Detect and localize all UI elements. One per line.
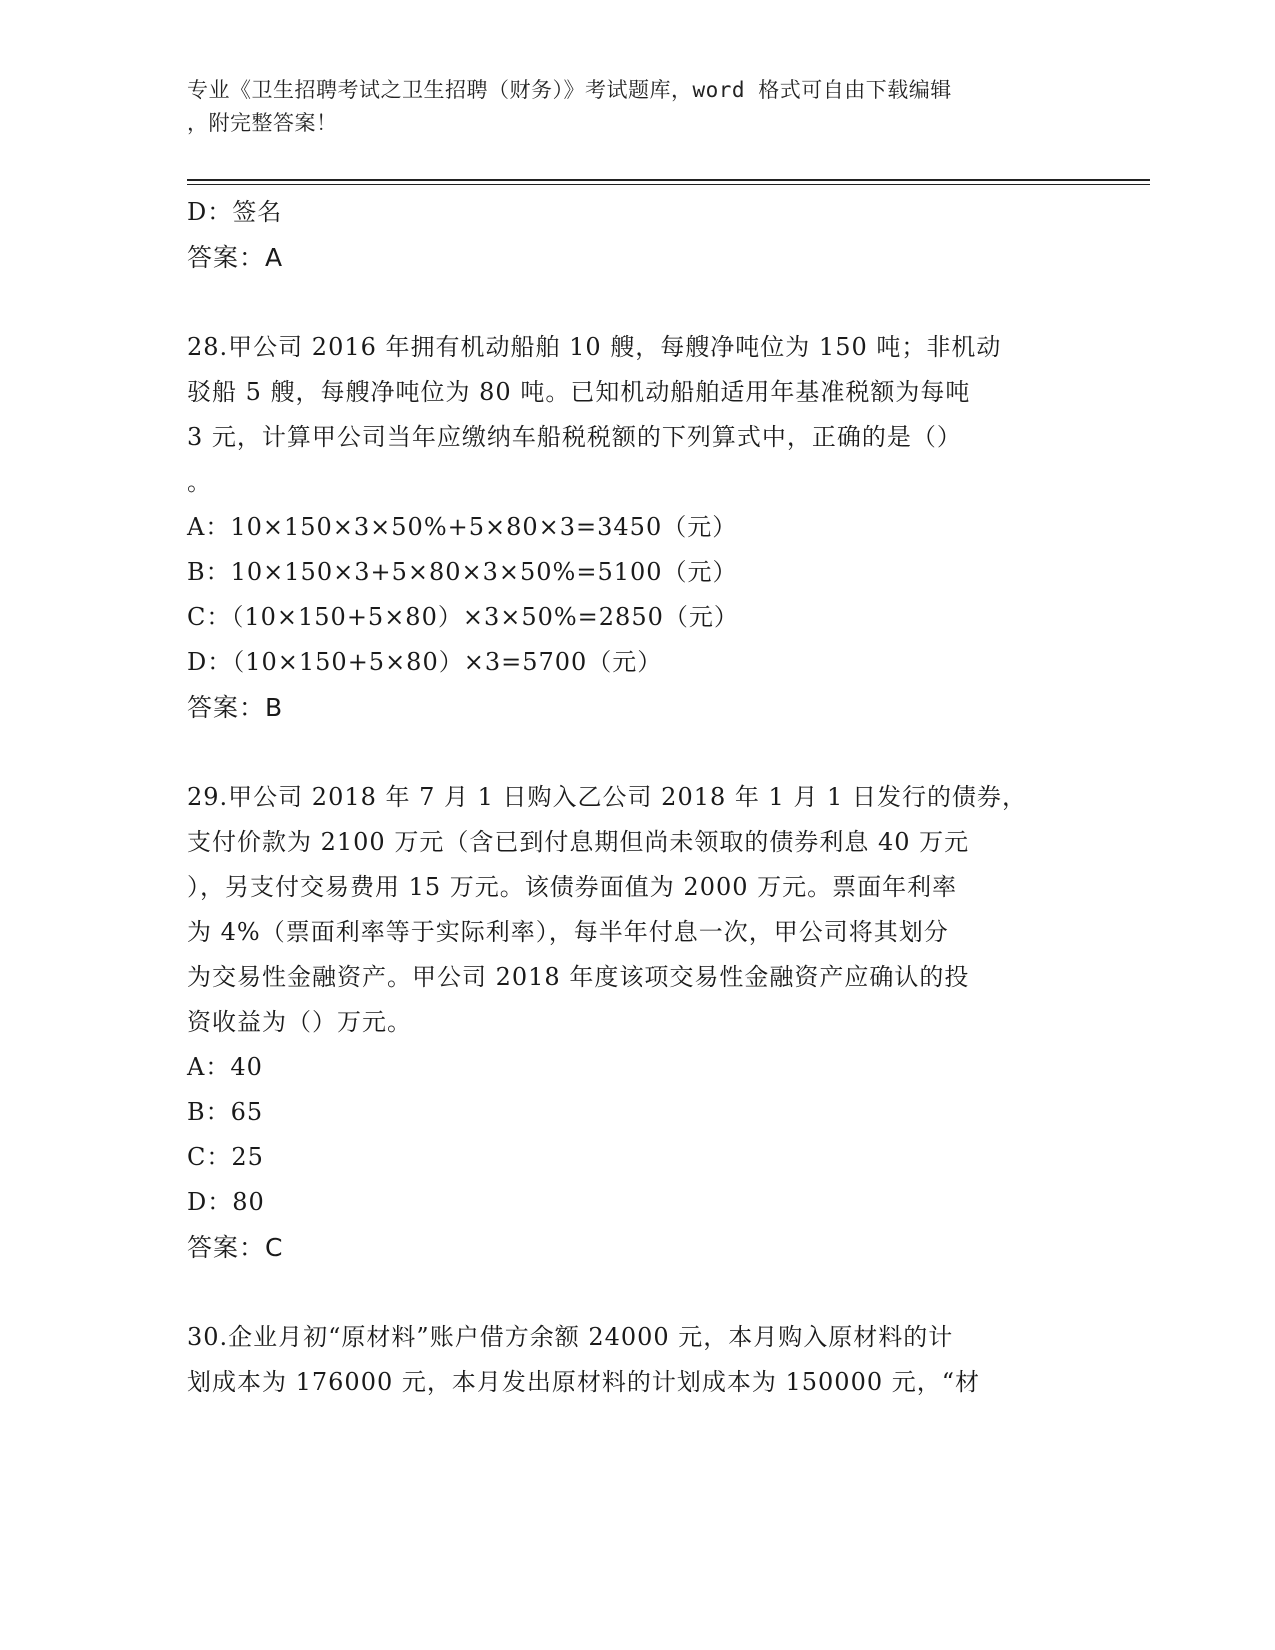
question-28-option-c: C：（10×150+5×80）×3×50%=2850（元） [187, 603, 739, 631]
question-29-option-d: D：80 [187, 1188, 265, 1216]
stem-line: 29.甲公司 2018 年 7 月 1 日购入乙公司 2018 年 1 月 1 日发行的债券， [187, 783, 1027, 811]
header-divider-thick [187, 179, 1150, 181]
document-header [187, 74, 1067, 140]
question-gap [187, 731, 1067, 775]
stem-line: 。 [187, 468, 212, 496]
question-28-option-a: A：10×150×3×50%+5×80×3=3450（元） [187, 513, 738, 541]
question-30 [187, 1315, 1067, 1405]
stem-line: 资收益为（）万元。 [187, 1008, 412, 1036]
header-divider-thin [187, 184, 1150, 185]
question-28-answer: 答案：B [187, 693, 284, 722]
question-29-option-b: B：65 [187, 1098, 264, 1126]
stem-line: 3 元，计算甲公司当年应缴纳车船税税额的下列算式中，正确的是（） [187, 423, 962, 451]
prev-option-d: D：签名 [187, 198, 283, 226]
question-29-option-c: C：25 [187, 1143, 264, 1171]
stem-line: ），另支付交易费用 15 万元。该债券面值为 2000 万元。票面年利率 [187, 873, 958, 901]
question-30-stem [187, 1315, 1067, 1405]
question-28 [187, 325, 1067, 731]
stem-line: 为交易性金融资产。甲公司 2018 年度该项交易性金融资产应确认的投 [187, 963, 970, 991]
stem-line: 28.甲公司 2016 年拥有机动船舶 10 艘，每艘净吨位为 150 吨；非机动 [187, 333, 1002, 361]
stem-line: 划成本为 176000 元，本月发出原材料的计划成本为 150000 元，“材 [187, 1368, 981, 1396]
question-28-option-d: D：（10×150+5×80）×3=5700（元） [187, 648, 663, 676]
question-29-answer: 答案：C [187, 1233, 284, 1262]
question-gap [187, 1271, 1067, 1315]
stem-line: 驳船 5 艘，每艘净吨位为 80 吨。已知机动船舶适用年基准税额为每吨 [187, 378, 971, 406]
stem-line: 为 4%（票面利率等于实际利率），每半年付息一次，甲公司将其划分 [187, 918, 949, 946]
question-gap [187, 281, 1067, 325]
prev-answer: 答案：A [187, 243, 284, 272]
stem-line: 30.企业月初“原材料”账户借方余额 24000 元，本月购入原材料的计 [187, 1323, 954, 1351]
question-29-option-a: A：40 [187, 1053, 263, 1081]
question-28-stem [187, 325, 1067, 505]
stem-line: 支付价款为 2100 万元（含已到付息期但尚未领取的债券利息 40 万元 [187, 828, 970, 856]
question-29 [187, 775, 1067, 1271]
header-line-1: 专业《卫生招聘考试之卫生招聘（财务）》考试题库，word 格式可自由下载编辑 [187, 78, 952, 102]
question-28-option-b: B：10×150×3+5×80×3×50%=5100（元） [187, 558, 738, 586]
question-29-stem [187, 775, 1067, 1045]
question-content [187, 190, 1067, 1405]
header-line-2: ，附完整答案！ [187, 111, 338, 135]
